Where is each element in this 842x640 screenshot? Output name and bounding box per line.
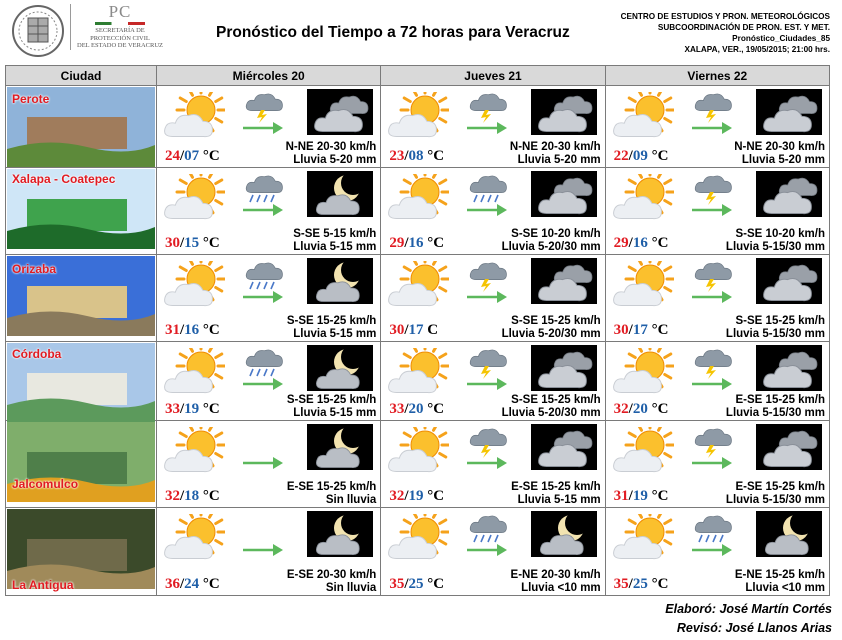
rain-forecast: Lluvia 5-20 mm <box>517 154 601 166</box>
temp-unit: °C <box>651 401 669 417</box>
thunderstorm-icon <box>243 89 287 123</box>
pc-logo-text: PC <box>108 2 132 21</box>
cloudy-night-icon <box>756 171 822 217</box>
temperature <box>614 488 669 505</box>
temp-min: 07 <box>184 148 200 164</box>
green-arrow-icon <box>690 120 734 136</box>
forecast-table <box>5 65 830 596</box>
city-cell <box>6 168 157 255</box>
forecast-cell <box>381 255 605 342</box>
temp-separator: / <box>404 235 409 251</box>
temp-min: 19 <box>184 401 200 417</box>
green-arrow-icon <box>690 202 734 218</box>
temperature <box>165 148 220 165</box>
sun-behind-cloud-icon <box>163 92 225 144</box>
temp-separator: / <box>180 576 185 592</box>
table-row <box>6 342 830 421</box>
green-arrow-icon <box>690 542 734 558</box>
temperature <box>614 235 669 252</box>
column-header-day: Jueves 21 <box>381 66 605 86</box>
thunderstorm-icon <box>467 345 511 379</box>
rain-forecast: Lluvia 5-15 mm <box>293 407 377 419</box>
moon-cloud-icon <box>307 424 373 470</box>
temperature <box>165 322 220 339</box>
wind-forecast: S-SE 15-25 km/h <box>735 315 825 327</box>
wind-forecast: S-SE 15-25 km/h <box>511 315 601 327</box>
temp-unit: °C <box>202 488 220 504</box>
temp-separator: / <box>628 488 633 504</box>
cloudy-night-icon <box>531 345 597 391</box>
rain-forecast: Lluvia 5-15 mm <box>517 494 601 506</box>
green-arrow-icon <box>465 120 509 136</box>
rain-forecast: Lluvia 5-20/30 mm <box>501 328 601 340</box>
temperature <box>389 148 444 165</box>
moon-cloud-icon <box>307 171 373 217</box>
cloudy-night-icon <box>531 424 597 470</box>
sun-behind-cloud-icon <box>163 348 225 400</box>
temp-separator: / <box>404 576 409 592</box>
cloudy-night-icon <box>756 345 822 391</box>
reviso-credit: Revisó: José Llanos Arias <box>676 621 832 635</box>
temp-min: 17 <box>408 322 424 338</box>
inst-line: CENTRO DE ESTUDIOS Y PRON. METEOROLÓGICOS <box>620 12 830 21</box>
temp-separator: / <box>628 148 633 164</box>
inst-line: XALAPA, VER., 19/05/2015; 21:00 hrs. <box>684 45 830 54</box>
temperature <box>389 401 444 418</box>
temp-unit: °C <box>651 322 669 338</box>
moon-cloud-icon <box>756 511 822 557</box>
temp-max: 30 <box>389 322 405 338</box>
wind-forecast: E-SE 15-25 km/h <box>286 481 377 493</box>
temp-separator: / <box>404 488 409 504</box>
temperature <box>389 488 444 505</box>
temp-min: 17 <box>632 322 648 338</box>
inst-line: Pronóstico_Ciudades_85 <box>732 34 830 43</box>
temp-separator: / <box>404 148 409 164</box>
forecast-cell <box>605 168 829 255</box>
temp-separator: / <box>180 401 185 417</box>
forecast-cell <box>157 421 381 508</box>
forecast-cell <box>605 342 829 421</box>
moon-cloud-icon <box>307 345 373 391</box>
sun-behind-cloud-icon <box>387 261 449 313</box>
temp-unit: °C <box>427 488 445 504</box>
temp-min: 19 <box>632 488 648 504</box>
forecast-cell <box>381 508 605 596</box>
rain-forecast: Lluvia 5-15 mm <box>293 328 377 340</box>
rain-cloud-icon <box>243 171 287 205</box>
temp-max: 23 <box>389 148 405 164</box>
wind-forecast: E-SE 15-25 km/h <box>735 481 825 493</box>
elaboro-credit: Elaboró: José Martín Cortés <box>665 602 832 616</box>
wind-forecast: S-SE 5-15 km/h <box>293 228 377 240</box>
wind-forecast: S-SE 15-25 km/h <box>286 394 377 406</box>
temp-max: 35 <box>389 576 405 592</box>
rain-forecast: Lluvia 5-15/30 mm <box>725 407 825 419</box>
rain-forecast: Lluvia <10 mm <box>521 582 601 594</box>
rain-cloud-icon <box>243 258 287 292</box>
temp-unit: C <box>427 322 439 338</box>
temp-unit: °C <box>427 235 445 251</box>
forecast-cell <box>157 342 381 421</box>
rain-forecast: Lluvia 5-15/30 mm <box>725 328 825 340</box>
forecast-cell <box>157 255 381 342</box>
temp-min: 24 <box>184 576 200 592</box>
wind-forecast: N-NE 20-30 km/h <box>285 141 377 153</box>
temp-separator: / <box>628 576 633 592</box>
temp-unit: °C <box>202 576 220 592</box>
temp-max: 30 <box>165 235 180 251</box>
wind-forecast: E-NE 15-25 km/h <box>734 569 825 581</box>
temp-min: 16 <box>408 235 424 251</box>
thunderstorm-icon <box>467 258 511 292</box>
wind-forecast: E-NE 20-30 km/h <box>510 569 601 581</box>
rain-forecast: Sin lluvia <box>325 494 377 506</box>
temperature <box>389 322 438 339</box>
moon-cloud-icon <box>307 258 373 304</box>
table-row <box>6 255 830 342</box>
cloudy-night-icon <box>307 89 373 135</box>
green-arrow-icon <box>241 202 285 218</box>
city-cell <box>6 342 157 421</box>
city-cell <box>6 255 157 342</box>
green-arrow-icon <box>241 376 285 392</box>
city-name: Jalcomulco <box>12 477 79 491</box>
sun-behind-cloud-icon <box>387 427 449 479</box>
green-arrow-icon <box>241 455 285 471</box>
temp-max: 22 <box>613 148 629 164</box>
temperature <box>165 576 220 593</box>
flag-bar <box>95 22 145 25</box>
thunderstorm-icon <box>467 89 511 123</box>
green-arrow-icon <box>465 455 509 471</box>
rain-forecast: Lluvia 5-20 mm <box>293 154 377 166</box>
city-name: Xalapa - Coatepec <box>12 172 116 186</box>
green-arrow-icon <box>465 289 509 305</box>
temperature <box>614 576 669 593</box>
temperature <box>165 401 220 418</box>
temp-separator: / <box>628 401 633 417</box>
rain-forecast: Lluvia <10 mm <box>745 582 825 594</box>
temp-min: 20 <box>408 401 424 417</box>
sun-behind-cloud-icon <box>612 174 674 226</box>
wind-forecast: S-SE 15-25 km/h <box>286 315 377 327</box>
temp-unit: °C <box>202 322 220 338</box>
temperature <box>389 576 444 593</box>
cloudy-night-icon <box>531 171 597 217</box>
temp-min: 18 <box>184 488 200 504</box>
temp-min: 25 <box>408 576 424 592</box>
temperature <box>614 148 669 165</box>
green-arrow-icon <box>465 376 509 392</box>
green-arrow-icon <box>690 289 734 305</box>
forecast-cell <box>605 508 829 596</box>
table-row <box>6 421 830 508</box>
rain-forecast: Lluvia 5-15/30 mm <box>725 494 825 506</box>
city-name: Perote <box>12 92 50 106</box>
temp-unit: °C <box>202 235 220 251</box>
cloudy-night-icon <box>531 258 597 304</box>
protection-civil-logo <box>70 4 169 50</box>
temp-unit: °C <box>651 148 669 164</box>
temp-max: 32 <box>613 401 629 417</box>
sun-behind-cloud-icon <box>387 348 449 400</box>
column-header-city: Ciudad <box>6 66 157 86</box>
temp-min: 19 <box>408 488 424 504</box>
temp-max: 29 <box>613 235 629 251</box>
thunderstorm-icon <box>692 424 736 458</box>
rain-forecast: Lluvia 5-15/30 mm <box>725 241 825 253</box>
green-arrow-icon <box>465 542 509 558</box>
temp-unit: °C <box>651 576 669 592</box>
rain-forecast: Lluvia 5-20 mm <box>741 154 825 166</box>
wind-forecast: E-SE 15-25 km/h <box>735 394 825 406</box>
rain-forecast: Lluvia 5-15 mm <box>293 241 377 253</box>
forecast-cell <box>381 421 605 508</box>
temp-min: 09 <box>632 148 648 164</box>
cloudy-night-icon <box>756 89 822 135</box>
sun-behind-cloud-icon <box>612 92 674 144</box>
thunderstorm-icon <box>467 424 511 458</box>
sun-behind-cloud-icon <box>612 348 674 400</box>
cloudy-night-icon <box>756 424 822 470</box>
green-arrow-icon <box>690 455 734 471</box>
temp-separator: / <box>180 322 185 338</box>
temp-separator: / <box>180 235 185 251</box>
wind-forecast: N-NE 20-30 km/h <box>509 141 601 153</box>
wind-forecast: E-SE 15-25 km/h <box>511 481 601 493</box>
temp-separator: / <box>628 322 633 338</box>
sun-behind-cloud-icon <box>163 514 225 566</box>
temperature <box>614 401 669 418</box>
moon-cloud-icon <box>531 511 597 557</box>
sun-behind-cloud-icon <box>612 427 674 479</box>
column-header-day: Miércoles 20 <box>157 66 381 86</box>
temperature <box>389 235 444 252</box>
thunderstorm-icon <box>692 171 736 205</box>
state-seal-icon <box>10 4 66 58</box>
temperature <box>165 235 220 252</box>
temp-unit: °C <box>427 148 445 164</box>
temperature <box>165 488 220 505</box>
forecast-cell <box>381 342 605 421</box>
rain-cloud-icon <box>467 171 511 205</box>
temp-separator: / <box>628 235 633 251</box>
forecast-cell <box>381 86 605 168</box>
inst-line: SUBCOORDINACIÓN DE PRON. EST. Y MET. <box>657 23 830 32</box>
green-arrow-icon <box>241 542 285 558</box>
forecast-cell <box>605 255 829 342</box>
city-photo <box>7 509 155 589</box>
column-header-day: Viernes 22 <box>605 66 829 86</box>
city-name: La Antigua <box>12 578 74 592</box>
temp-max: 35 <box>613 576 629 592</box>
temp-max: 31 <box>613 488 629 504</box>
table-row <box>6 168 830 255</box>
page-title: Pronóstico del Tiempo a 72 horas para Veracruz <box>216 24 570 41</box>
temp-max: 32 <box>165 488 180 504</box>
forecast-cell <box>157 86 381 168</box>
sun-behind-cloud-icon <box>612 514 674 566</box>
temp-separator: / <box>180 488 185 504</box>
green-arrow-icon <box>241 289 285 305</box>
rain-forecast: Lluvia 5-20/30 mm <box>501 241 601 253</box>
city-name: Orizaba <box>12 262 57 276</box>
forecast-cell <box>605 421 829 508</box>
wind-forecast: S-SE 15-25 km/h <box>511 394 601 406</box>
wind-forecast: N-NE 20-30 km/h <box>734 141 825 153</box>
table-header-row <box>6 66 830 86</box>
rain-cloud-icon <box>467 511 511 545</box>
thunderstorm-icon <box>692 89 736 123</box>
temp-unit: °C <box>427 576 445 592</box>
temp-separator: / <box>404 401 409 417</box>
temp-min: 20 <box>632 401 648 417</box>
wind-forecast: E-SE 20-30 km/h <box>286 569 377 581</box>
rain-cloud-icon <box>243 345 287 379</box>
temp-separator: / <box>404 322 409 338</box>
thunderstorm-icon <box>692 258 736 292</box>
cloudy-night-icon <box>531 89 597 135</box>
green-arrow-icon <box>690 376 734 392</box>
wind-forecast: S-SE 10-20 km/h <box>511 228 601 240</box>
cloudy-night-icon <box>756 258 822 304</box>
green-arrow-icon <box>465 202 509 218</box>
table-row <box>6 86 830 168</box>
temp-min: 08 <box>408 148 424 164</box>
city-name: Córdoba <box>12 347 62 361</box>
wind-forecast: S-SE 10-20 km/h <box>735 228 825 240</box>
city-cell <box>6 86 157 168</box>
temp-unit: °C <box>651 488 669 504</box>
sun-behind-cloud-icon <box>612 261 674 313</box>
green-arrow-icon <box>241 120 285 136</box>
temp-max: 32 <box>389 488 405 504</box>
temp-max: 36 <box>165 576 180 592</box>
sun-behind-cloud-icon <box>163 261 225 313</box>
temp-max: 29 <box>389 235 405 251</box>
temp-max: 33 <box>389 401 405 417</box>
sun-behind-cloud-icon <box>387 92 449 144</box>
temp-min: 16 <box>632 235 648 251</box>
sun-behind-cloud-icon <box>387 514 449 566</box>
rain-cloud-icon <box>692 511 736 545</box>
forecast-cell <box>605 86 829 168</box>
city-cell <box>6 421 157 508</box>
logo-line: SECRETARÍA DE <box>95 27 145 34</box>
temp-min: 16 <box>184 322 200 338</box>
temp-max: 31 <box>165 322 180 338</box>
temp-max: 24 <box>165 148 180 164</box>
temperature <box>614 322 669 339</box>
temp-min: 25 <box>632 576 648 592</box>
sun-behind-cloud-icon <box>163 174 225 226</box>
temp-max: 33 <box>165 401 180 417</box>
temp-max: 30 <box>613 322 629 338</box>
temp-unit: °C <box>202 148 220 164</box>
forecast-cell <box>381 168 605 255</box>
rain-forecast: Sin lluvia <box>325 582 377 594</box>
forecast-cell <box>157 168 381 255</box>
temp-unit: °C <box>202 401 220 417</box>
temp-unit: °C <box>427 401 445 417</box>
temp-unit: °C <box>651 235 669 251</box>
moon-cloud-icon <box>307 511 373 557</box>
temp-separator: / <box>180 148 185 164</box>
rain-forecast: Lluvia 5-20/30 mm <box>501 407 601 419</box>
logo-line: DEL ESTADO DE VERACRUZ <box>77 42 163 49</box>
header <box>0 0 842 64</box>
thunderstorm-icon <box>692 345 736 379</box>
sun-behind-cloud-icon <box>387 174 449 226</box>
table-row <box>6 508 830 596</box>
temp-min: 15 <box>184 235 200 251</box>
sun-behind-cloud-icon <box>163 427 225 479</box>
institution-info <box>621 11 830 55</box>
forecast-cell <box>157 508 381 596</box>
city-cell <box>6 508 157 596</box>
logo-line: PROTECCIÓN CIVIL <box>90 34 150 42</box>
